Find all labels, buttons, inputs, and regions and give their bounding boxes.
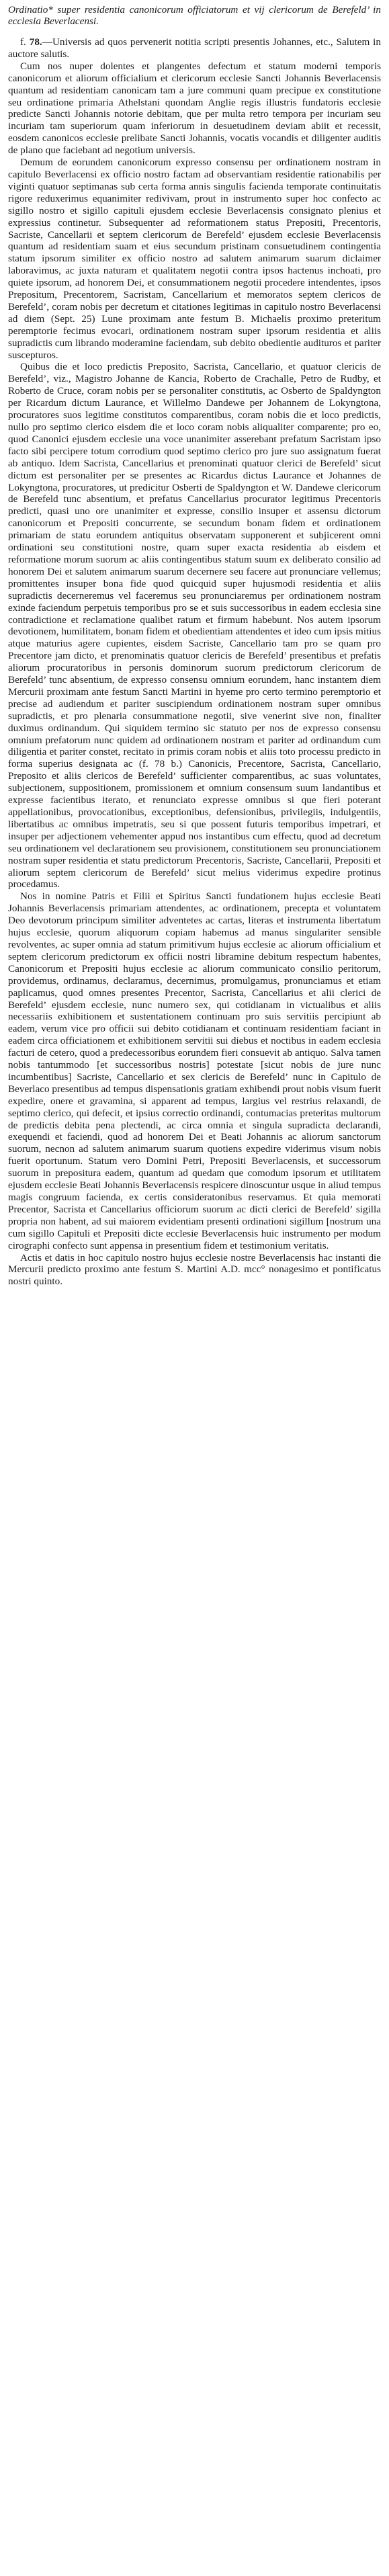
- paragraph-4: Quibus die et loco predictis Preposito, Sacrista, Cancellario, et quatuor clericis de Berefeld’, viz., Magistro Johanne de Kancia, Roberto de Crachalle, Petro de Rudby, et Roberto de Cruce, coram nobis per se personaliter constitutis, ac Osberto de Spaldyngton per Ricardum dictum Laurance, et Willelmo Dandewe per Johannem de Lokyngtona, procuratores suos legitime constitutos comparentibus, coram nobis die et loco predictis, nullo pro septimo clerico eisdem die et loco coram nobis aliqualiter comparente; pro eo, quod Canonici ejusdem ecclesie una voce unanimiter asserebant prefatum Sacristam ipso facto sibi percipere totum corrodium quod septimo clerico pro jure suo assignatum fuerat ab antiquo. Idem Sacrista, Cancellarius et prenominati quatuor clerici de Berefeld’ sicut dictum est personaliter per se presentes ac Ricardus dictus Laurance et Johannes de Lokyngtona, procuratores, ut predicitur Osberti de Spaldyngton et W. Dandewe clericorum de Berefeld tunc absentium, et prefatus Cancellarius procurator legitimus Precentoris predicti, quasi uno ore unanimiter et expresse, consilio insuper et assensu dictorum canonicorum et Prepositi concurrente, se secundum bonam fidem et ordinationem primariam de statu eorundem antiquitus observatam supponerent et subjicerent omni ordinationi seu constitutioni nostre, quam super exacta residentia ab eisdem et reformatione morum suorum ac aliis contingentibus statum suum ex deliberato consilio ad honorem Dei et salutem animarum suarum decernere seu facere aut pronunciare vellemus; promittentes insuper bona fide quod quicquid super hujusmodi residentia et aliis supradictis decerneremus vel faceremus seu pronunciaremus per ordinationem nostram exinde faciendum perpetuis temporibus pro se et suis successoribus in eadem ecclesia sine contradictione et reclamatione qualibet ratum et firmum habebunt. Nos autem ipsorum devotionem, humilitatem, bonam fidem et obedientiam attendentes et ideo cum ipsis mitius atque maturius agere cupientes, eisdem Sacriste, Cancellario tam pro se quam pro Precentore jam dicto, et prenominatis quatuor clericis de Berefeld’ presentibus et prefatis aliorum procuratoribus in personis dominorum suorum predictorum clericorum de Berefeld’ tunc absentium, de expresso consensu omnium eorundem, hanc instantem diem Mercurii proximam ante festum Sancti Martini in hyeme pro certo termino peremptorio et precise ad audiendum et pariter suscipiendum ordinationem nostram super omnibus supradictis, et pro plenaria consummatione negotii, sive venerint sive non, finaliter duximus ordinandum. Qui siquidem termino sic statuto per nos de expresso consensu omnium prefatorum nunc quidem ad ordinationem nostram et pariter ad ordinandum cum diligentia et pariter constet, recitato in primis coram nobis et aliis toto processu predicto in forma superius designata ac (f. 78 b.) Canonicis, Precentore, Sacrista, Cancellario, Preposito et aliis clericos de Berefeld’ sufficienter comparentibus, ac suas voluntates, subjectionem, suppositionem, promissionem et omnium consensum suum landantibus et expresse facientibus iterato, et renunciato expresse omnibus si que fieri poterant appellationibus, provocationibus, exceptionibus, defensionibus, privilegiis, indulgentiis, libertatibus ac omnibus impetratis, seu si que possent futuris temporibus impetrari, et insuper per adjectionem vehementer appud nos instantibus cum effectu, quod ad decretum seu ordinationem vel declarationem seu provisionem, constitutionem seu pronunciationem nostram super residentia et statu predictorum Precentoris, Sacriste, Cancellarii, Prepositi et aliorum septem clericorum de Berefeld’ sicut melius viderimus expedire protinus procedamus.: [8, 361, 381, 890]
- paragraph-2: Cum nos nuper dolentes et plangentes defectum et statum moderni temporis canonicorum et aliorum officialium et clericorum ecclesie Sancti Johannis Beverlacensis quantum ad residentiam canonicam tam a jure communi quam precipue ex constitutione seu ordinatione primaria Athelstani quondam Anglie regis illustris fundatoris ecclesie predicte Sancti Johannis notorie debitam, que per multa retro tempora per incuriam seu incuriam tam superiorum quam inferiorum in desuetudinem deviam abiit et recessit, eosdem canonicos ecclesie prelibate Sancti Johannis, vocatis vocandis et diligenter auditis de plano que faciebant ad negotium universis.: [8, 60, 381, 157]
- paragraph-3: Demum de eorundem canonicorum expresso consensu per ordinationem nostram in capitulo Beverlacensi ex officio nostro factam ad observantiam residentie rationabilis per viginti quatuor septimanas sub certa forma annis singulis facienda temporate continuitatis rigore reduxerimus equanimiter redivivam, prout in instrumento super hoc confecto ac sigillo nostro et sigillo capituli ejusdem ecclesie Beverlacensis consignato plenius et expressius continetur. Subsequenter ad reformationem status Prepositi, Precentoris, Sacriste, Cancellarii et septem clericorum de Berefeld’ ejusdem ecclesie Beverlacensis quantum ad residentiam suam et eius secundum pristinam consuetudinem contingentia statum ipsorum similiter ex officio nostro ad salutem animarum suarum diclaimer laboravimus, ac juxta naturam et qualitatem negotii contra ipsos hactenus inchoati, pro quiete ipsorum, ad honorem Dei, et consummationem negotii procedere intendentes, ipsos Prepositum, Precentorem, Sacristam, Cancellarium et memoratos septem clericos de Berefeld’, coram nobis per decretum et citationes legitimas in capitulo nostro Beverlacensi ad diem (Sept. 25) Lune proximam ante festum B. Michaelis proximo preteritum peremptorie fecimus evocari, ordinationem nostram super ipsorum residentia et aliis supradictis cum librando moderamine faciendam, sub debito obedientie audituros et pariter suscepturos.: [8, 157, 381, 361]
- document-page: [8, 4, 381, 1288]
- folio-number: 78.: [29, 36, 42, 48]
- document-heading: Ordinatio* super residentia canonicorum officiatorum et vij clericorum de Berefeld’ in ecclesia Beverlacensi.: [8, 4, 381, 27]
- paragraph-1: [8, 36, 381, 60]
- folio-prefix: f.: [20, 36, 30, 48]
- paragraph-1-text: —Universis ad quos pervenerit notitia scripti presentis Johannes, etc., Salutem in auctore salutis.: [8, 36, 381, 60]
- paragraph-5: Nos in nomine Patris et Filii et Spiritus Sancti fundationem hujus ecclesie Beati Johannis Beverlacensis primariam attendentes, ac ordinationem, precepta et voluntatem Deo devotorum principum similiter adventetes ac cartas, literas et instrumenta libertatum hujus ecclesie, quorum aliquorum copiam habemus ad manus singulariter sensible revolventes, ac super omnia ad statum primitivum hujus ecclesie ac aliorum officialium et septem clericorum predictorum ex officii nostri libramine debitum respectum habentes, Canonicorum et Prepositi hujus ecclesie ac aliorum communicato consilio peritorum, providemus, ordinamus, declaramus, decernimus, promulgamus, pronunciamus et etiam paplicamus, quod omnes presentes Precentor, Sacrista, Cancellarius et alii clerici de Berefeld’ ejusdem ecclesie, nunc numero sex, qui cotidianam in victualibus et aliis necessariis exhibitionem et sustentationem continuam pro suis servitiis percipiunt ab eadem, verum vice pro officii sui debito cotidianam et continuam residentiam faciant in eadem circa officiationem et exhibitionem servitii sui diebus et noctibus in eadem ecclesia facturi de cetero, quod a predecessoribus eorundem fieri consuevit ab antiquo. Salva tamen nobis tantummodo [et successoribus nostris] potestate [sicut nobis de jure nunc incumbentibus] Sacriste, Cancellario et sex clericis de Berefeld’ nunc in Capitulo de Beverlaco presentibus ad tempus dispensationis gratiam exhibendi prout nobis visum fuerit expedire, onere et gravamina, si apparent ad tempus, largius vel restrius relaxandi, de septimo clerico, qui defecit, et ipsius correctio ordinandi, contumacias preteritas multorum de predictis debita pena plectendi, ac circa omnia et singula supradicta declarandi, exequendi et faciendi, quod ad honorem Dei et Beati Johannis ac aliorum sanctorum suorum, necnon ad salutem animarum suarum quotiens expedire viderimus visum nobis fuerit oportunum. Statum vero Domini Petri, Prepositi Beverlacensis, et successorum suorum in prepositura eadem, quantum ad quedam que comodum ipsorum et utilitatem ejusdem ecclesie Beati Johannis Beverlacensis respicere dinoscuntur usque in aliud tempus magis congruum facienda, ex certis consideratonibus reservamus. Et quia memorati Precentor, Sacrista et Cancellarius officiorum suorum ac dicti clerici de Berefeld’ sigilla propria non habent, ad sui maiorem evidentiam presenti ordinationi sigillum [nostrum una cum sigillo Capituli et Prepositi dicte ecclesie Beverlacensis huic instrumento per modum cirographi confecto sunt appensa in presentium fidem et testimonium veritatis.: [8, 890, 381, 1251]
- paragraph-6: Actis et datis in hoc capitulo nostro hujus ecclesie nostre Beverlacensis hac instanti die Mercurii predicto proximo ante festum S. Martini A.D. mcc° nonagesimo et pontificatus nostri quinto.: [8, 1251, 381, 1288]
